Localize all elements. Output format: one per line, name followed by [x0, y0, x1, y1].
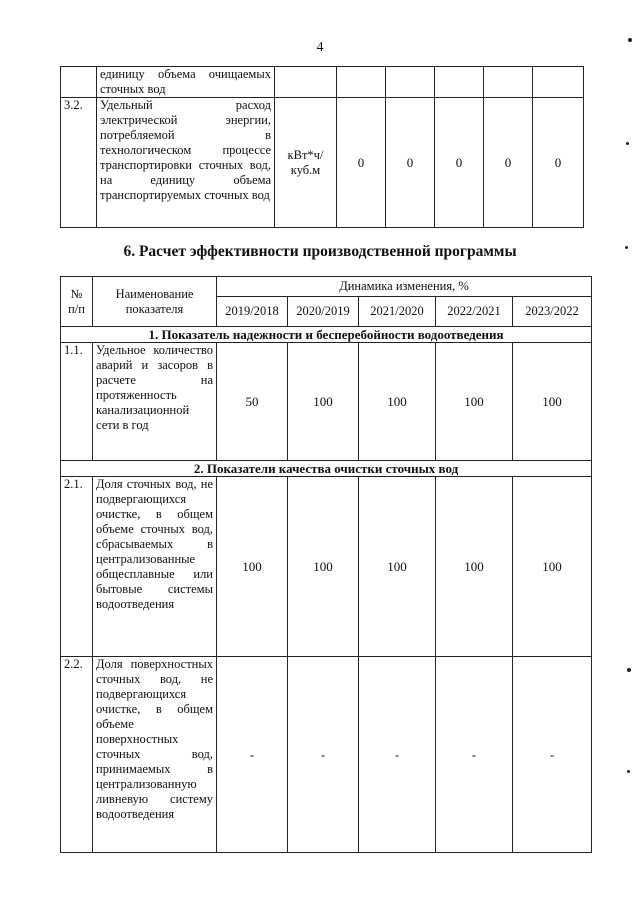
table-row [61, 98, 584, 228]
table-row [61, 477, 592, 657]
value-cell: 100 [288, 343, 359, 461]
efficiency-table [60, 276, 592, 853]
group-row [61, 461, 592, 477]
value-cell: 100 [359, 343, 436, 461]
group-title: 1. Показатель надежности и бесперебойности водоотведения [61, 327, 592, 343]
value-cell: - [288, 657, 359, 853]
value-cell: - [513, 657, 592, 853]
indicator-name: Удельное количество аварий и засоров в расчете на протяженность канализационной сети в год [93, 343, 217, 461]
value-cell [337, 67, 386, 98]
scan-speck [625, 246, 628, 249]
row-number: 1.1. [61, 343, 93, 461]
value-cell: 100 [288, 477, 359, 657]
row-number [61, 67, 97, 98]
year-header: 2019/2018 [217, 297, 288, 327]
header-dynamics: Динамика изменения, % [217, 277, 592, 297]
value-cell: 100 [217, 477, 288, 657]
value-cell: - [359, 657, 436, 853]
value-cell: 100 [513, 477, 592, 657]
value-cell: 50 [217, 343, 288, 461]
value-cell [484, 67, 533, 98]
indicator-name: Удельный расход электрической энергии, потребляемой в технологическом процессе транспортировки сточных вод, на единицу объема транспортируемых сточных вод [97, 98, 275, 228]
section-title: 6. Расчет эффективности производственной программы [123, 243, 517, 260]
row-number: 3.2. [61, 98, 97, 228]
header-num: № п/п [61, 277, 93, 327]
value-cell: 0 [337, 98, 386, 228]
group-row [61, 327, 592, 343]
value-cell: 0 [484, 98, 533, 228]
table-row [61, 343, 592, 461]
value-cell: 0 [435, 98, 484, 228]
table-row [61, 657, 592, 853]
value-cell [435, 67, 484, 98]
page-number: 4 [316, 40, 324, 55]
group-title: 2. Показатели качества очистки сточных вод [61, 461, 592, 477]
value-cell: 0 [386, 98, 435, 228]
scan-speck [627, 668, 631, 672]
value-cell: 100 [513, 343, 592, 461]
row-number: 2.1. [61, 477, 93, 657]
indicator-name: единицу объема очищаемых сточных вод [97, 67, 275, 98]
unit-cell [275, 67, 337, 98]
year-header: 2023/2022 [513, 297, 592, 327]
scan-speck [627, 770, 630, 773]
value-cell [533, 67, 584, 98]
row-number: 2.2. [61, 657, 93, 853]
scan-speck [628, 38, 632, 42]
scan-speck [626, 142, 629, 145]
value-cell: 100 [359, 477, 436, 657]
table-row [61, 67, 584, 98]
value-cell: 0 [533, 98, 584, 228]
unit-cell: кВт*ч/ куб.м [275, 98, 337, 228]
indicator-name: Доля сточных вод, не подвергающихся очистке, в общем объеме сточных вод, сбрасываемых в централизованные общесплавные или бытовые системы водоотведения [93, 477, 217, 657]
value-cell: - [217, 657, 288, 853]
indicator-name: Доля поверхностных сточных вод, не подвергающихся очистке, в общем объеме поверхностных сточных вод, принимаемых в централизованную ливневую систему водоотведения [93, 657, 217, 853]
header-name: Наименование показателя [93, 277, 217, 327]
value-cell: 100 [436, 477, 513, 657]
year-header: 2022/2021 [436, 297, 513, 327]
value-cell: - [436, 657, 513, 853]
value-cell [386, 67, 435, 98]
header-row [61, 277, 592, 297]
year-header: 2021/2020 [359, 297, 436, 327]
top-table [60, 66, 584, 228]
year-header: 2020/2019 [288, 297, 359, 327]
value-cell: 100 [436, 343, 513, 461]
